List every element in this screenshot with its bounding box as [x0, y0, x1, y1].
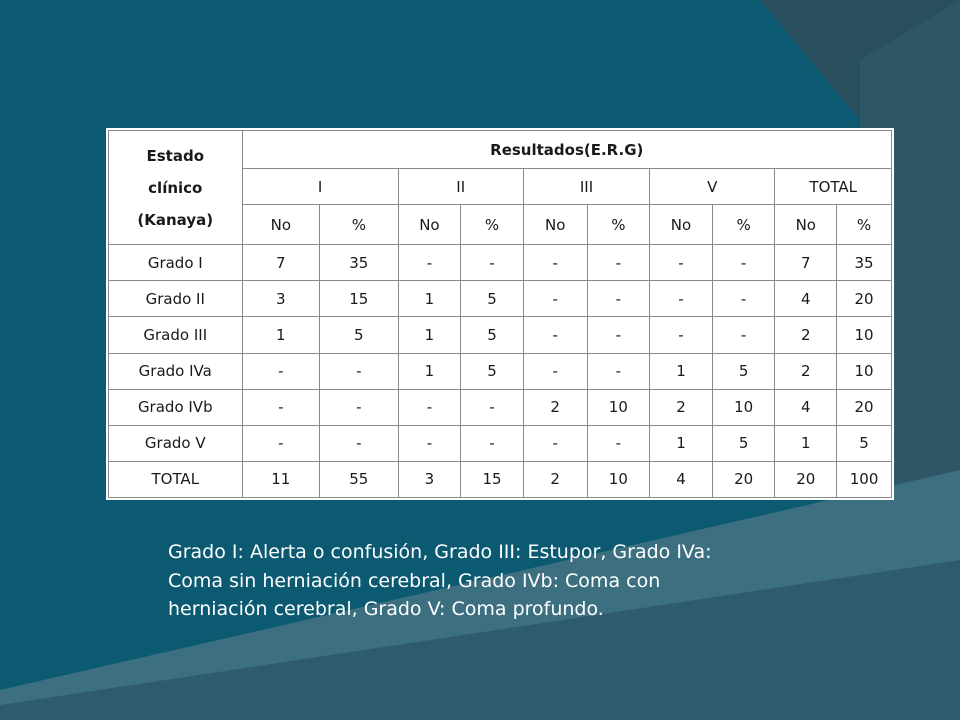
- table-row: [109, 281, 892, 317]
- subheader-no: No: [398, 205, 461, 245]
- grade-legend: Grado I: Alerta o confusión, Grado III: Estupor, Grado IVa: Coma sin herniación cerebral, Grado IVb: Coma con herniación cerebral, Grado V: Coma profundo.: [168, 541, 712, 620]
- table-cell: 2: [650, 389, 713, 425]
- table-cell: 20: [837, 281, 892, 317]
- state-header-line: clínico: [148, 178, 203, 197]
- group-header: TOTAL: [775, 169, 892, 205]
- group-header: III: [523, 169, 649, 205]
- table-cell: -: [242, 425, 320, 461]
- table-row: [109, 461, 892, 497]
- table-cell: 5: [461, 281, 524, 317]
- row-label: Grado II: [109, 281, 243, 317]
- table-row: [109, 245, 892, 281]
- table-cell: -: [398, 245, 461, 281]
- table-cell: 20: [837, 389, 892, 425]
- table-cell: -: [523, 425, 587, 461]
- table-cell: -: [650, 245, 713, 281]
- group-header: II: [398, 169, 523, 205]
- subheader-percent: %: [837, 205, 892, 245]
- subheader-percent: %: [461, 205, 524, 245]
- table-cell: -: [461, 425, 524, 461]
- group-header: V: [650, 169, 775, 205]
- table-cell: 1: [650, 353, 713, 389]
- table-cell: 1: [650, 425, 713, 461]
- table-cell: -: [242, 389, 320, 425]
- subheader-no: No: [242, 205, 320, 245]
- table-cell: -: [587, 425, 650, 461]
- table-cell: 2: [523, 389, 587, 425]
- table-cell: 100: [837, 461, 892, 497]
- subheader-percent: %: [587, 205, 650, 245]
- table-cell: 3: [398, 461, 461, 497]
- table-cell: 15: [320, 281, 399, 317]
- table-cell: 1: [775, 425, 837, 461]
- table-cell: 2: [775, 317, 837, 353]
- table-cell: -: [712, 317, 775, 353]
- table-cell: -: [398, 425, 461, 461]
- row-label: Grado III: [109, 317, 243, 353]
- table-cell: -: [242, 353, 320, 389]
- state-header-line: (Kanaya): [137, 210, 214, 229]
- table-cell: -: [587, 281, 650, 317]
- subheader-no: No: [775, 205, 837, 245]
- table-cell: 10: [587, 461, 650, 497]
- table-row: [109, 353, 892, 389]
- table-cell: -: [461, 389, 524, 425]
- results-table-container: [106, 128, 894, 500]
- table-cell: -: [320, 425, 399, 461]
- row-label: Grado IVb: [109, 389, 243, 425]
- table-row: [109, 425, 892, 461]
- table-cell: 20: [712, 461, 775, 497]
- row-label: Grado V: [109, 425, 243, 461]
- table-cell: -: [523, 245, 587, 281]
- table-cell: 7: [242, 245, 320, 281]
- table-cell: 4: [775, 281, 837, 317]
- table-cell: 2: [523, 461, 587, 497]
- table-cell: 35: [320, 245, 399, 281]
- table-cell: 5: [712, 425, 775, 461]
- table-cell: -: [587, 317, 650, 353]
- subheader-no: No: [523, 205, 587, 245]
- table-cell: -: [650, 317, 713, 353]
- row-label: TOTAL: [109, 461, 243, 497]
- table-cell: -: [461, 245, 524, 281]
- table-cell: -: [587, 245, 650, 281]
- table-cell: 4: [775, 389, 837, 425]
- table-cell: 10: [837, 317, 892, 353]
- table-cell: -: [587, 353, 650, 389]
- table-cell: -: [523, 353, 587, 389]
- subheader-percent: %: [712, 205, 775, 245]
- table-cell: 10: [587, 389, 650, 425]
- row-label: Grado I: [109, 245, 243, 281]
- table-cell: 20: [775, 461, 837, 497]
- table-cell: -: [650, 281, 713, 317]
- table-cell: -: [712, 281, 775, 317]
- subheader-no: No: [650, 205, 713, 245]
- table-cell: -: [523, 317, 587, 353]
- table-cell: 5: [712, 353, 775, 389]
- table-cell: -: [712, 245, 775, 281]
- table-cell: 10: [712, 389, 775, 425]
- table-cell: -: [320, 353, 399, 389]
- table-cell: 1: [398, 317, 461, 353]
- table-cell: -: [398, 389, 461, 425]
- table-cell: 11: [242, 461, 320, 497]
- table-cell: 3: [242, 281, 320, 317]
- table-cell: 5: [320, 317, 399, 353]
- table-cell: 1: [242, 317, 320, 353]
- table-cell: 4: [650, 461, 713, 497]
- table-cell: 5: [837, 425, 892, 461]
- table-cell: 55: [320, 461, 399, 497]
- table-row: [109, 389, 892, 425]
- state-header: [109, 131, 243, 245]
- table-cell: 7: [775, 245, 837, 281]
- table-row: [109, 317, 892, 353]
- state-header-line: Estado: [146, 146, 205, 165]
- table-cell: 2: [775, 353, 837, 389]
- row-label: Grado IVa: [109, 353, 243, 389]
- group-header: I: [242, 169, 398, 205]
- subheader-percent: %: [320, 205, 399, 245]
- table-cell: 15: [461, 461, 524, 497]
- table-cell: 5: [461, 317, 524, 353]
- table-cell: -: [320, 389, 399, 425]
- table-cell: 35: [837, 245, 892, 281]
- results-header: Resultados(E.R.G): [242, 131, 891, 169]
- kanaya-results-table: [108, 130, 892, 498]
- table-cell: 5: [461, 353, 524, 389]
- table-cell: -: [523, 281, 587, 317]
- table-cell: 1: [398, 281, 461, 317]
- table-cell: 1: [398, 353, 461, 389]
- table-cell: 10: [837, 353, 892, 389]
